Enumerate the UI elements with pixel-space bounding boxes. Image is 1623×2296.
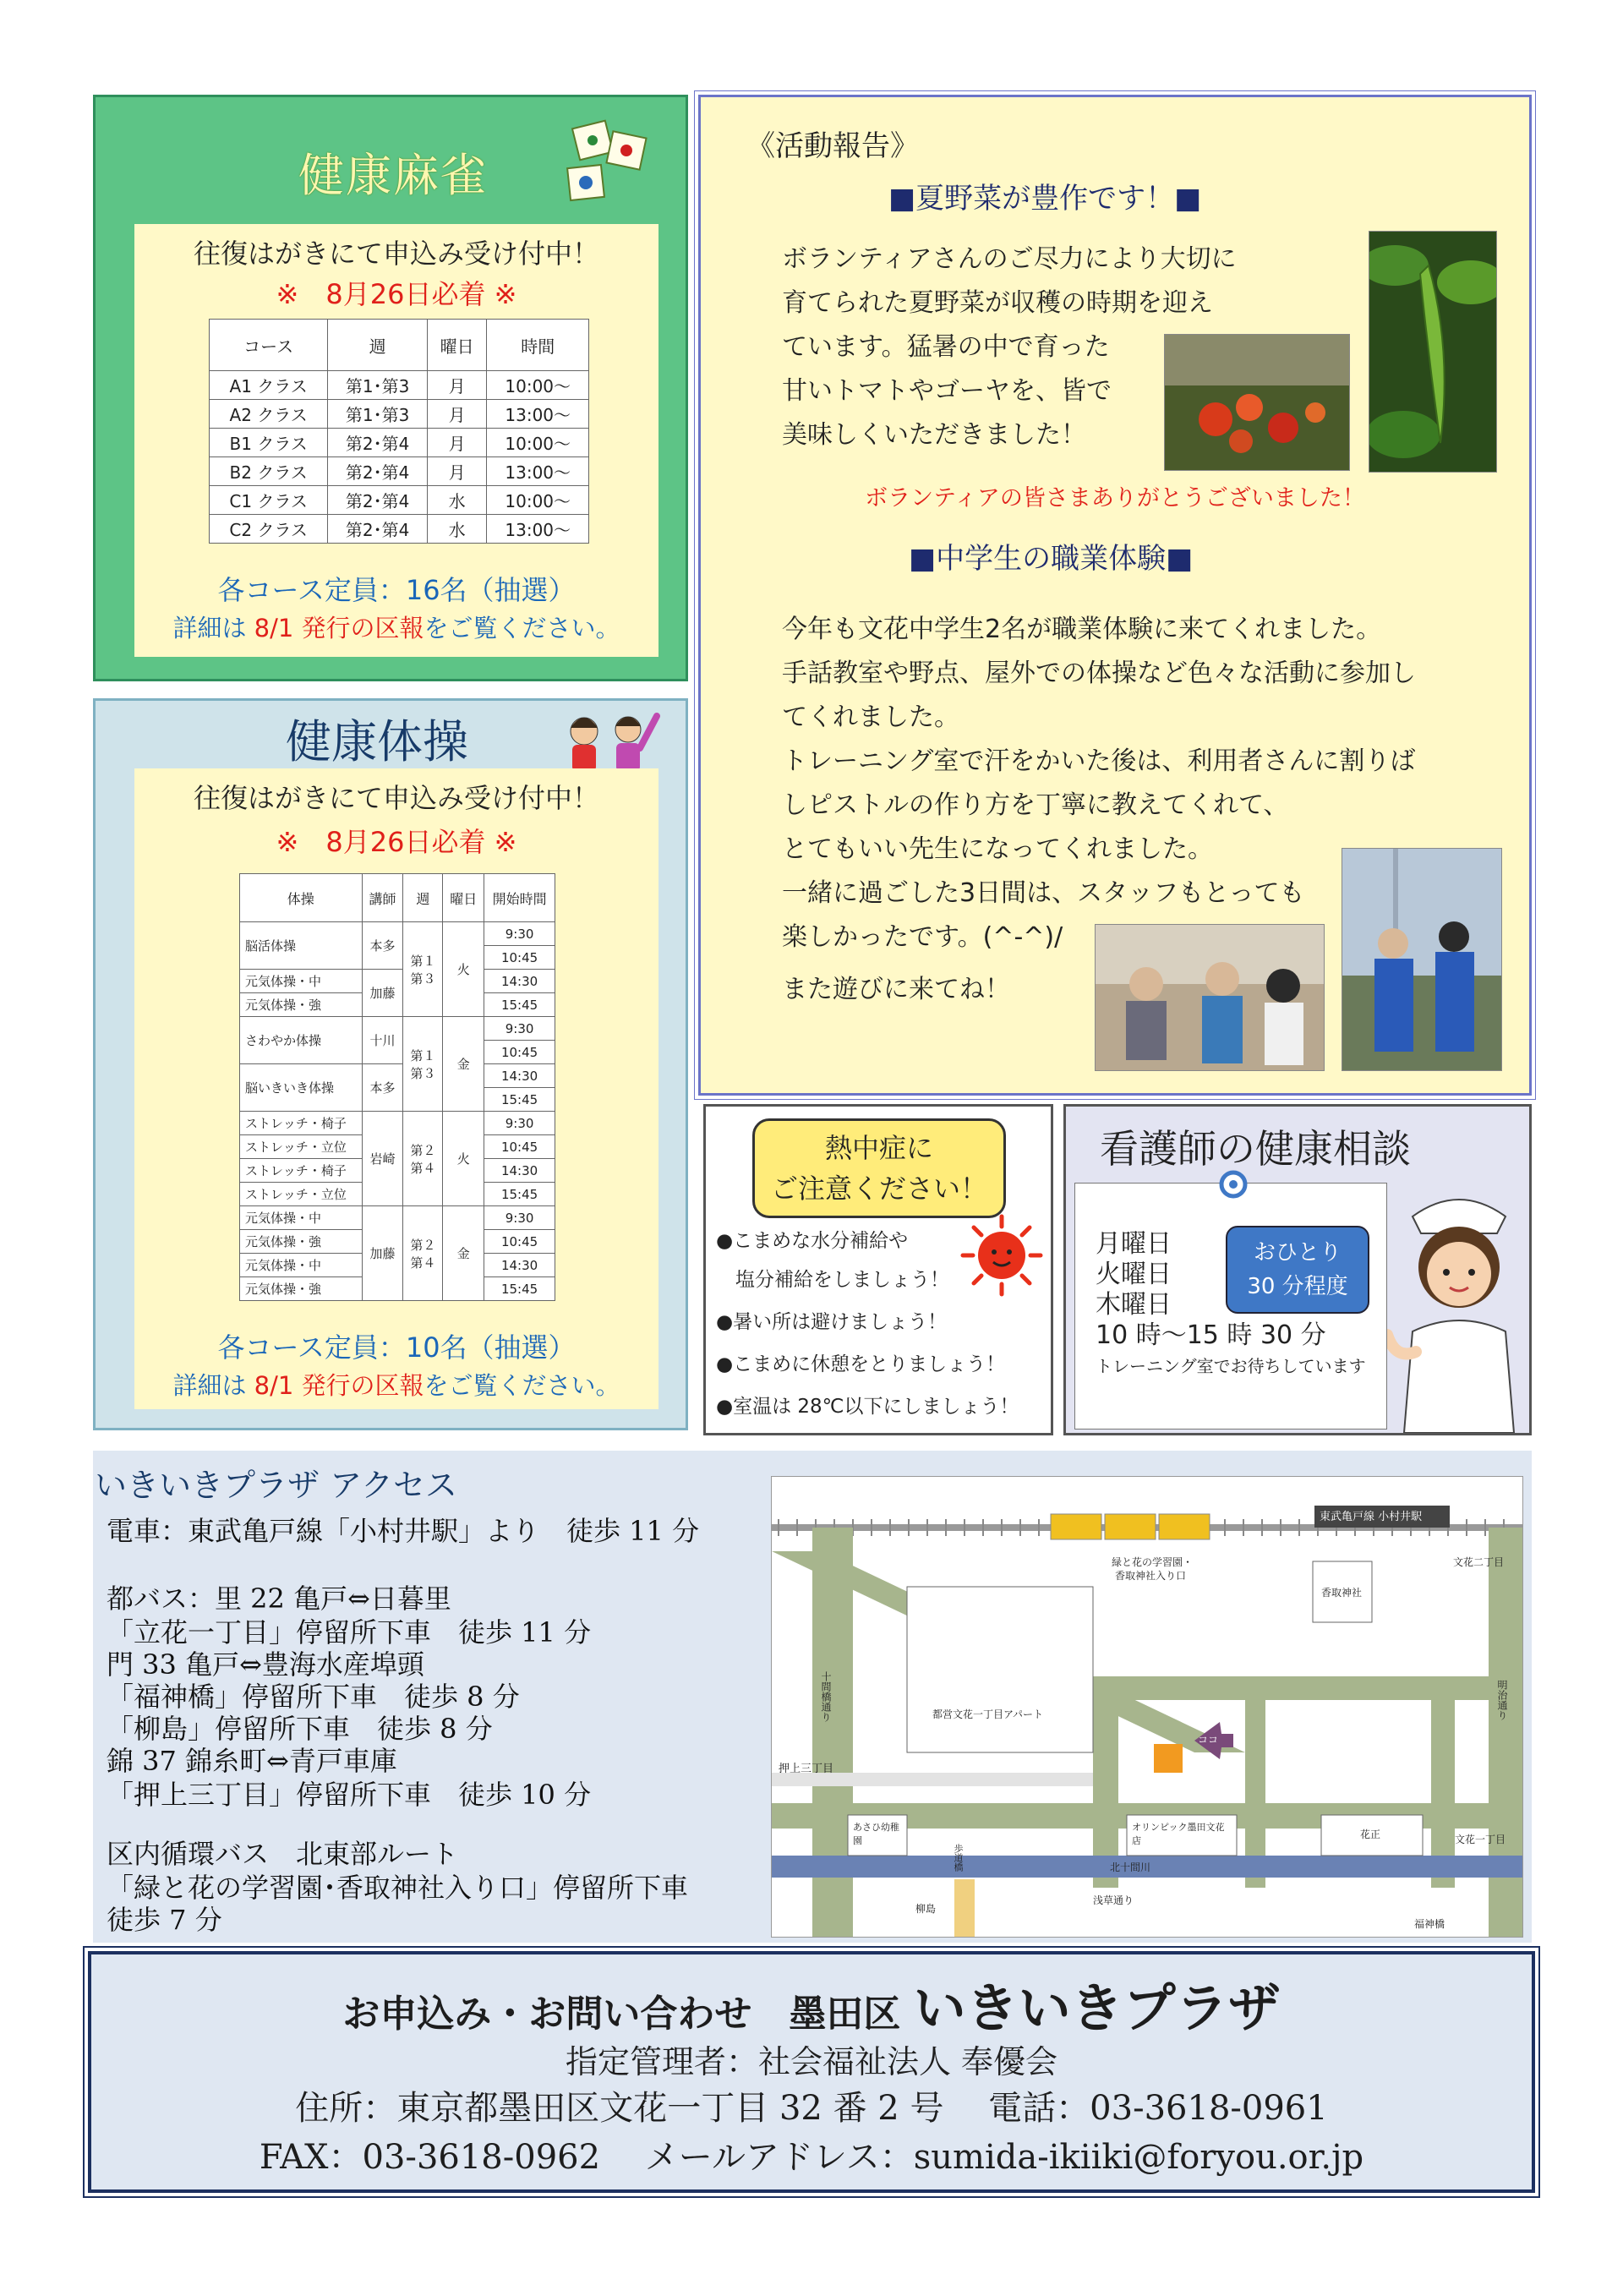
contact-address-phone: 住所：東京都墨田区文花一丁目 32 番 2 号 電話：03-3618-0961: [295, 2089, 1328, 2128]
bitter-melon-photo: [1369, 231, 1497, 473]
exercise-name-cell: 元気体操・中: [240, 1206, 363, 1230]
table-row: [210, 400, 589, 429]
job-line: トレーニング室で汗をかいた後は、利用者さんに割りば: [782, 746, 1416, 776]
mahjong-cell: 水: [427, 486, 486, 515]
map-label-hodokyo: 歩道橋: [953, 1844, 964, 1872]
exercise-schedule-table: [239, 873, 555, 1301]
mahjong-cell: 第1･第3: [328, 371, 428, 400]
alone-line-2: 30 分程度: [1247, 1274, 1348, 1299]
map-label-yanagishima: 柳島: [915, 1903, 937, 1915]
exercise-day-cell: 火: [443, 922, 484, 1017]
map-label-bunka1: 文花一丁目: [1455, 1834, 1506, 1845]
mahjong-detail-red: 8/1 発行の区報: [254, 614, 424, 642]
mahjong-header-1: 週: [328, 320, 428, 371]
nurse-info-box: [1074, 1183, 1387, 1430]
exercise-day-cell: 金: [443, 1017, 484, 1112]
access-line: 「押上三丁目」停留所下車 徒歩 10 分: [107, 1779, 592, 1811]
mahjong-detail-pre: 詳細は: [172, 614, 254, 642]
access-line: 「福神橋」停留所下車 徒歩 8 分: [107, 1681, 520, 1713]
exercise-name-cell: ストレッチ・椅子: [240, 1112, 363, 1135]
exercise-name-cell: さわやか体操: [240, 1017, 363, 1064]
exercise-info-box: [134, 768, 658, 1409]
tomato-photo: [1164, 334, 1350, 471]
access-line: 「緑と花の学習園･香取神社入り口」停留所下車: [107, 1872, 689, 1904]
access-line: 門 33 亀戸⇔豊海水産埠頭: [107, 1648, 424, 1681]
nurse-consultation-section: [1063, 1104, 1532, 1435]
table-row: [240, 922, 555, 946]
report-heading: 《活動報告》: [746, 129, 919, 163]
exercise-time-cell: 9:30: [484, 922, 555, 946]
exercise-detail-post: をご覧ください。: [424, 1371, 620, 1400]
access-section: [93, 1451, 1532, 1943]
job-line: 今年も文花中学生2名が職業体験に来てくれました。: [782, 615, 1382, 644]
access-map: [771, 1476, 1523, 1938]
heatstroke-title: [752, 1118, 1006, 1218]
exercise-time-cell: 10:45: [484, 1230, 555, 1254]
job-line: てくれました。: [782, 702, 959, 732]
map-label-midori: 緑と花の学習園・: [1112, 1556, 1194, 1568]
mahjong-cell: C1 クラス: [210, 486, 328, 515]
map-label-bunka2: 文花二丁目: [1453, 1556, 1505, 1568]
mahjong-cell: A1 クラス: [210, 371, 328, 400]
exercise-header-2: 週: [403, 874, 443, 922]
nurse-day-1: 月曜日: [1096, 1229, 1172, 1259]
exercise-header-3: 曜日: [443, 874, 484, 922]
exercise-day-cell: 火: [443, 1112, 484, 1206]
mahjong-cell: 月: [427, 371, 486, 400]
exercise-detail: [134, 1367, 658, 1402]
mahjong-tiles-icon: [544, 119, 653, 221]
map-label-asakusa: 浅草通り: [1093, 1894, 1134, 1906]
exercise-name-cell: 元気体操・強: [240, 993, 363, 1017]
mahjong-header-0: コース: [210, 320, 328, 371]
table-row: [210, 429, 589, 457]
mahjong-title: 健康麻雀: [298, 149, 488, 202]
map-label-koko: ココ: [1198, 1734, 1219, 1746]
mahjong-cell: 水: [427, 515, 486, 544]
students-indoor-photo: [1095, 924, 1325, 1071]
students-outdoor-photo: [1342, 848, 1502, 1071]
mahjong-cell: 第2･第4: [328, 486, 428, 515]
exercise-time-cell: 10:45: [484, 1135, 555, 1159]
map-label-hanamasa: 花正: [1360, 1829, 1381, 1840]
exercise-detail-pre: 詳細は: [172, 1371, 254, 1400]
mahjong-cell: 10:00～: [487, 486, 589, 515]
contact-section: [88, 1951, 1535, 2193]
table-row: [240, 1017, 555, 1041]
exercise-name-cell: 元気体操・強: [240, 1277, 363, 1301]
exercise-time-cell: 15:45: [484, 993, 555, 1017]
mahjong-cell: 13:00～: [487, 515, 589, 544]
map-label-katori-entrance: 香取神社入り口: [1115, 1570, 1187, 1582]
contact-fax-email: FAX：03-3618-0962 メールアドレス：sumida-ikiiki@foryou.or.jp: [259, 2138, 1364, 2177]
table-row: [210, 486, 589, 515]
exercise-time-cell: 15:45: [484, 1088, 555, 1112]
exercise-capacity: 各コース定員：10名（抽選）: [217, 1331, 576, 1364]
map-label-asahi: あさひ幼稚園: [853, 1822, 899, 1846]
exercise-header-1: 講師: [362, 874, 403, 922]
veg-line: ています。猛暑の中で育った: [782, 332, 1110, 362]
mahjong-section: [93, 95, 688, 681]
mahjong-header-3: 時間: [487, 320, 589, 371]
nurse-title: 看護師の健康相談: [1100, 1126, 1411, 1172]
mahjong-cell: 第2･第4: [328, 429, 428, 457]
exercise-time-cell: 14:30: [484, 970, 555, 993]
contact-facility-name: いきいきプラザ: [913, 1977, 1281, 2039]
access-line: 電車：東武亀戸線「小村井駅」より 徒歩 11 分: [107, 1515, 700, 1547]
access-line: 錦 37 錦糸町⇔青戸車庫: [107, 1745, 397, 1777]
table-row: [240, 1064, 555, 1088]
job-line: とてもいい先生になってくれました。: [782, 834, 1213, 864]
exercise-week-cell: 第２ 第４: [403, 1112, 443, 1206]
mahjong-detail-post: をご覧ください。: [424, 614, 620, 642]
exercise-day-cell: 金: [443, 1206, 484, 1301]
map-label-oshiage: 押上三丁目: [779, 1763, 834, 1775]
heatstroke-title-line1: 熱中症に: [824, 1132, 933, 1164]
exercise-week-cell: 第１ 第３: [403, 1017, 443, 1112]
exercise-time-cell: 14:30: [484, 1064, 555, 1088]
contact-line-1: [91, 1966, 1532, 2042]
exercise-teacher-cell: 加藤: [362, 1206, 403, 1301]
exercise-teacher-cell: 岩崎: [362, 1112, 403, 1206]
access-line: 「立花一丁目」停留所下車 徒歩 11 分: [107, 1616, 592, 1648]
nurse-place: トレーニング室でお待ちしています: [1096, 1356, 1366, 1376]
job-title: ■中学生の職業体験■: [909, 542, 1194, 576]
volunteer-thanks: ボランティアの皆さまありがとうございました！: [865, 485, 1365, 511]
exercise-header-0: 体操: [240, 874, 363, 922]
exercise-teacher-cell: 本多: [362, 922, 403, 970]
access-line: 「柳島」停留所下車 徒歩 8 分: [107, 1713, 493, 1745]
veg-line: ボランティアさんのご尽力により大切に: [782, 244, 1237, 274]
job-line: 楽しかったです。(^-^)/: [782, 922, 1063, 952]
contact-manager: 指定管理者：社会福祉法人 奉優会: [565, 2043, 1058, 2080]
job-line: 手話教室や野点、屋外での体操など色々な活動に参加し: [782, 659, 1416, 688]
mahjong-cell: C2 クラス: [210, 515, 328, 544]
nurse-day-3: 木曜日: [1096, 1290, 1172, 1320]
contact-inquiry: お申込み・お問い合わせ 墨田区: [342, 1993, 901, 2036]
map-label-apt: 都営文花一丁目アパート: [932, 1708, 1044, 1720]
exercise-name-cell: 元気体操・強: [240, 1230, 363, 1254]
heat-item-5: ●室温は 28℃以下にしましょう！: [716, 1396, 1019, 1418]
mahjong-cell: B1 クラス: [210, 429, 328, 457]
exercise-name-cell: 元気体操・中: [240, 970, 363, 993]
mahjong-schedule-table: [209, 319, 589, 544]
mahjong-cell: 13:00～: [487, 400, 589, 429]
table-row: [240, 1112, 555, 1135]
table-row: [240, 1206, 555, 1230]
mahjong-notice: 往復はがきにて申込み受け付中！: [193, 238, 599, 270]
nurse-hours: 10 時～15 時 30 分: [1096, 1320, 1326, 1350]
exercise-time-cell: 15:45: [484, 1183, 555, 1206]
access-line: 徒歩 7 分: [107, 1904, 222, 1936]
mahjong-cell: 13:00～: [487, 457, 589, 486]
mahjong-cell: 第1･第3: [328, 400, 428, 429]
access-line: 区内循環バス 北東部ルート: [107, 1838, 459, 1870]
nurse-day-2: 火曜日: [1096, 1260, 1172, 1289]
map-label-fukujin: 福神橋: [1414, 1918, 1445, 1930]
mahjong-cell: 10:00～: [487, 429, 589, 457]
nurse-illustration-icon: [1387, 1183, 1531, 1433]
mahjong-cell: 月: [427, 429, 486, 457]
heat-item-4: ●こまめに休憩をとりましょう！: [716, 1353, 1006, 1375]
activity-report-section: [698, 95, 1532, 1096]
job-line: しピストルの作り方を丁寧に教えてくれて、: [782, 790, 1289, 820]
map-label-line: 東武亀戸線 小村井駅: [1320, 1511, 1423, 1523]
access-line: 都バス：里 22 亀戸⇔日暮里: [107, 1583, 451, 1615]
mahjong-detail: [134, 610, 658, 644]
table-row: [210, 515, 589, 544]
sun-icon: [959, 1213, 1044, 1298]
heat-item-3: ●暑い所は避けましょう！: [716, 1311, 948, 1333]
map-label-olympic: オリンピック墨田文花店: [1132, 1822, 1225, 1846]
map-label-meiji: 明治通り: [1496, 1680, 1508, 1720]
exercise-name-cell: 脳いきいき体操: [240, 1064, 363, 1112]
report-closing: また遊びに来てね！: [782, 975, 1010, 1004]
exercise-time-cell: 15:45: [484, 1277, 555, 1301]
mahjong-cell: 月: [427, 457, 486, 486]
exercise-name-cell: ストレッチ・椅子: [240, 1159, 363, 1183]
exercise-week-cell: 第１ 第３: [403, 922, 443, 1017]
table-row: [240, 970, 555, 993]
exercise-deadline: ※ 8月26日必着 ※: [276, 826, 517, 858]
job-line: 一緒に過ごした3日間は、スタッフもとっても: [782, 878, 1305, 908]
exercise-section: [93, 698, 688, 1430]
exercise-time-cell: 9:30: [484, 1017, 555, 1041]
mahjong-cell: 第2･第4: [328, 515, 428, 544]
exercise-time-cell: 9:30: [484, 1206, 555, 1230]
exercise-name-cell: 元気体操・中: [240, 1254, 363, 1277]
mahjong-info-box: [134, 224, 658, 657]
mahjong-header-2: 曜日: [427, 320, 486, 371]
heatstroke-section: [703, 1104, 1053, 1435]
table-row: [210, 371, 589, 400]
exercise-header-4: 開始時間: [484, 874, 555, 922]
exercise-title: 健康体操: [286, 715, 468, 768]
exercise-name-cell: ストレッチ・立位: [240, 1135, 363, 1159]
exercise-week-cell: 第２ 第４: [403, 1206, 443, 1301]
exercise-detail-red: 8/1 発行の区報: [254, 1371, 424, 1400]
exercise-teacher-cell: 十川: [362, 1017, 403, 1064]
exercise-teacher-cell: 本多: [362, 1064, 403, 1112]
map-label-kitajukken: 北十間川: [1110, 1861, 1151, 1873]
mahjong-cell: 10:00～: [487, 371, 589, 400]
mahjong-cell: A2 クラス: [210, 400, 328, 429]
exercise-time-cell: 9:30: [484, 1112, 555, 1135]
mahjong-cell: 第2･第4: [328, 457, 428, 486]
veg-title: ■夏野菜が豊作です！■: [888, 182, 1202, 216]
table-row: [210, 457, 589, 486]
job-text: [782, 608, 1416, 959]
mahjong-cell: 月: [427, 400, 486, 429]
heat-item-2: 塩分補給をしましょう！: [716, 1269, 949, 1291]
exercise-name-cell: ストレッチ・立位: [240, 1183, 363, 1206]
mahjong-cell: B2 クラス: [210, 457, 328, 486]
veg-line: 甘いトマトやゴーヤを、皆で: [782, 376, 1112, 406]
access-title: いきいきプラザ アクセス: [95, 1467, 457, 1504]
heatstroke-title-line2: ご注意ください！: [770, 1173, 987, 1205]
heat-item-1: ●こまめな水分補給や: [716, 1230, 909, 1252]
map-label-jukken: 十間橋通り: [820, 1671, 832, 1722]
exercise-time-cell: 10:45: [484, 946, 555, 970]
exercise-notice: 往復はがきにて申込み受け付中！: [193, 782, 599, 814]
exercise-time-cell: 10:45: [484, 1041, 555, 1064]
alone-line-1: おひとり: [1253, 1240, 1342, 1266]
exercise-teacher-cell: 加藤: [362, 970, 403, 1017]
nurse-duration-badge: [1226, 1226, 1369, 1314]
exercise-time-cell: 14:30: [484, 1254, 555, 1277]
mahjong-capacity: 各コース定員：16名（抽選）: [217, 574, 576, 606]
pin-icon: [1219, 1170, 1248, 1199]
map-label-katori: 香取神社: [1321, 1587, 1363, 1599]
veg-line: 美味しくいただきました！: [782, 420, 1086, 450]
exercise-name-cell: 脳活体操: [240, 922, 363, 970]
veg-line: 育てられた夏野菜が収穫の時期を迎え: [782, 288, 1213, 318]
exercise-time-cell: 14:30: [484, 1159, 555, 1183]
mahjong-deadline: ※ 8月26日必着 ※: [276, 278, 517, 310]
